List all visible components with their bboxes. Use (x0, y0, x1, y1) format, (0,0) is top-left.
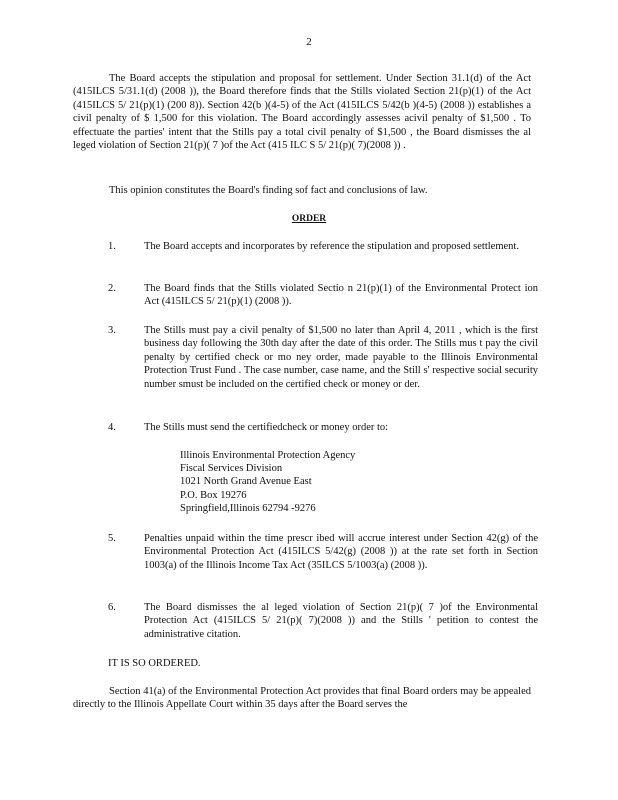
address-line: Springfield,Illinois 62794 -9276 (180, 502, 316, 514)
order-item-number: 3. (108, 325, 116, 336)
appeal-paragraph: Section 41(a) of the Environmental Protection Act provides that final Board orders may be appealed directly to the Illinois Appellate Court within 35 days after the Board serves the (73, 686, 531, 711)
address-line: P.O. Box 19276 (180, 489, 247, 501)
address-line: Illinois Environmental Protection Agency (180, 450, 356, 461)
order-item-number: 6. (108, 602, 116, 613)
page-number: 2 (306, 36, 312, 48)
findings-paragraph: The Board accepts the stipulation and proposal for settlement. Under Section 31.1(d) of the Act (415ILCS 5/31.1(d) (2008 )), the Board therefore finds that the Stills violated Section 21(p)(1) of the Act (415ILCS 5/ 21(p)(1) (200 8)). Section 42(b )(4-5) of the Act (415ILCS 5/42(b )(4-5) (2008 )) establishes a civil penalty of $ 1,500 for this violation. The Board accordingly assesses acivil penalty of $1,500 . To effectuate the parties' intent that the Stills pay a total civil penalty of $1,500 , the Board dismisses the al leged violation of Section 21(p)( 7 )of the Act (415 ILC S 5/ 21(p)( 7)(2008 )) . (73, 73, 531, 152)
order-heading (0, 213, 618, 226)
order-item-number: 2. (108, 283, 116, 294)
order-item-text: The Board dismisses the al leged violation of Section 21(p)( 7 )of the Environmental Protection Act (415ILCS 5/ 21(p)( 7)(2008 )) and the Stills ' petition to contest the administrative citation. (144, 602, 538, 640)
order-item-text: The Board finds that the Stills violated Sectio n 21(p)(1) of the Environmental Protect ion Act (415ILCS 5/ 21(p)(1) (2008 )). (144, 283, 538, 308)
order-item-number: 5. (108, 533, 116, 544)
order-item-text: Penalties unpaid within the time prescr ibed will accrue interest under Section 42(g) of the Environmental Protection Act (415ILCS 5/42(g) (2008 )) at the rate set forth in Section 1003(a) of the Illinois Income Tax Act (35ILCS 5/1003(a) (2008 )). (144, 533, 538, 571)
order-item-number: 1. (108, 241, 116, 252)
order-item-text: The Stills must pay a civil penalty of $1,500 no later than April 4, 2011 , which is the first business day following the 30th day after the date of this order. The Stills mus t pay the civil penalty by certified check or mo ney order, made payable to the Illinois Environmental Protection Trust Fund . The case number, case name, and the Still s' respective social security number smust be included on the certified check or money or der. (144, 325, 538, 390)
mailing-address (180, 449, 355, 515)
address-line: 1021 North Grand Avenue East (180, 476, 312, 488)
address-line: Fiscal Services Division (180, 463, 283, 475)
so-ordered-line: IT IS SO ORDERED. (108, 658, 201, 669)
opinion-statement: This opinion constitutes the Board's finding sof fact and conclusions of law. (109, 185, 428, 196)
order-heading-text: ORDER (291, 214, 327, 224)
order-item-number: 4. (108, 422, 116, 433)
order-item-text: The Stills must send the certifiedcheck or money order to: (144, 422, 389, 433)
order-item-text: The Board accepts and incorporates by reference the stipulation and proposed settlement. (144, 241, 519, 252)
